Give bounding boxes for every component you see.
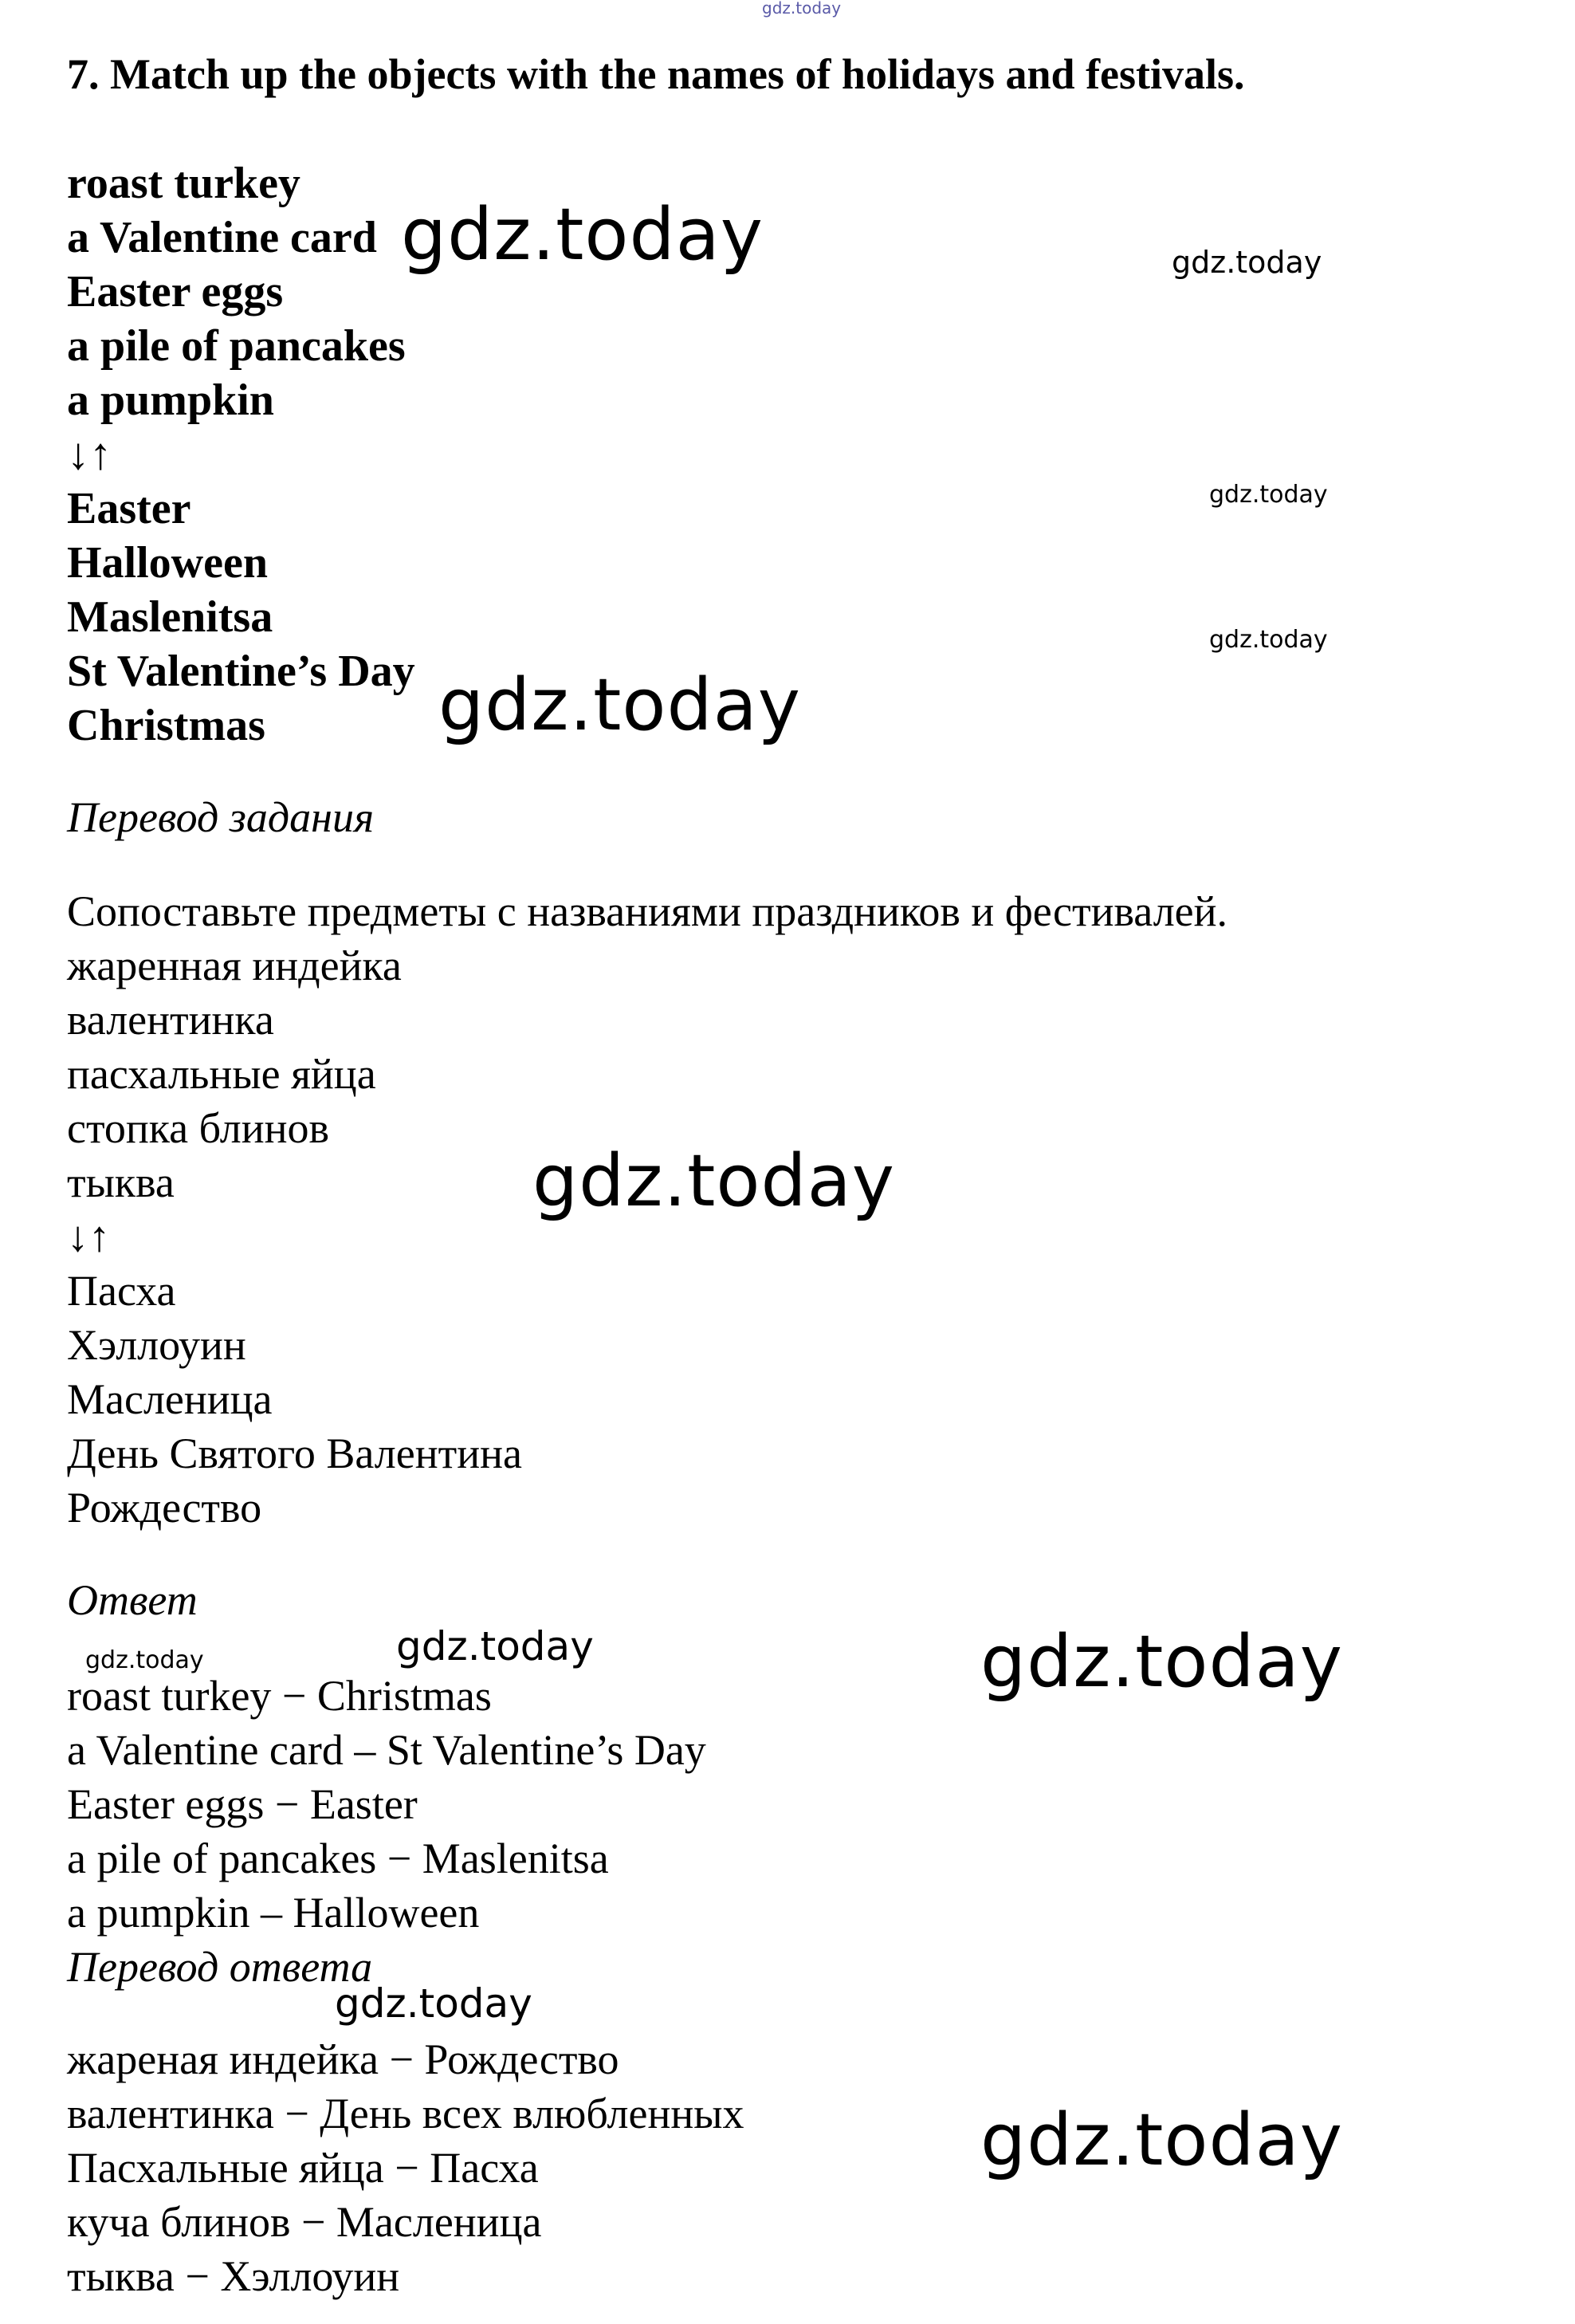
watermark: gdz.today [532,1139,896,1223]
task-translation-text: Сопоставьте предметы с названиями праздников и фестивалей. [67,887,1228,935]
answer-item-en: a pumpkin – Halloween [67,1889,480,1937]
watermark: gdz.today [980,1620,1344,1704]
arrows-divider-en: ↓↑ [67,430,112,479]
object-item-ru: стопка блинов [67,1104,330,1152]
answer-item-ru: Пасхальные яйца − Пасха [67,2144,539,2192]
object-item-en: a pumpkin [67,376,274,425]
answer-item-ru: жареная индейка − Рождество [67,2035,619,2083]
holiday-item-ru: Масленица [67,1375,273,1423]
holiday-item-ru: День Святого Валентина [67,1429,522,1477]
watermark: gdz.today [401,193,764,277]
watermark: gdz.today [1172,245,1322,280]
answer-item-en: a Valentine card – St Valentine’s Day [67,1726,706,1774]
watermark: gdz.today [1209,626,1328,654]
holiday-item-ru: Хэллоуин [67,1321,246,1369]
task-translation-label: Перевод задания [67,793,375,841]
arrows-divider-ru: ↓↑ [67,1213,110,1260]
object-item-en: a pile of pancakes [67,321,406,371]
exercise-heading: 7. Match up the objects with the names of holidays and festivals. [67,50,1245,98]
watermark: gdz.today [335,1980,532,2027]
answer-item-ru: куча блинов − Масленица [67,2198,542,2246]
object-item-ru: пасхальные яйца [67,1050,376,1098]
holiday-item-en: Christmas [67,701,265,750]
holiday-item-ru: Пасха [67,1267,176,1315]
object-item-en: Easter eggs [67,267,284,317]
watermark: gdz.today [980,2098,1344,2182]
object-item-en: roast turkey [67,159,300,208]
watermark-top: gdz.today [762,0,842,18]
answer-label: Ответ [67,1576,198,1624]
object-item-ru: тыква [67,1158,175,1206]
answer-item-en: a pile of pancakes − Maslenitsa [67,1834,609,1882]
holiday-item-en: St Valentine’s Day [67,647,415,696]
holiday-item-en: Easter [67,484,191,533]
watermark: gdz.today [396,1623,594,1669]
answer-translation-label: Перевод ответа [67,1943,373,1991]
holiday-item-en: Halloween [67,538,268,588]
object-item-ru: жаренная индейка [67,942,402,989]
holiday-item-en: Maslenitsa [67,592,273,642]
holiday-item-ru: Рождество [67,1484,262,1532]
object-item-ru: валентинка [67,996,274,1044]
answer-item-en: Easter eggs − Easter [67,1780,418,1828]
watermark: gdz.today [85,1646,204,1674]
watermark: gdz.today [1209,481,1328,509]
answer-item-ru: тыква − Хэллоуин [67,2252,400,2300]
answer-item-en: roast turkey − Christmas [67,1672,492,1720]
object-item-en: a Valentine card [67,213,377,262]
watermark: gdz.today [438,663,802,747]
answer-item-ru: валентинка − День всех влюбленных [67,2090,744,2137]
